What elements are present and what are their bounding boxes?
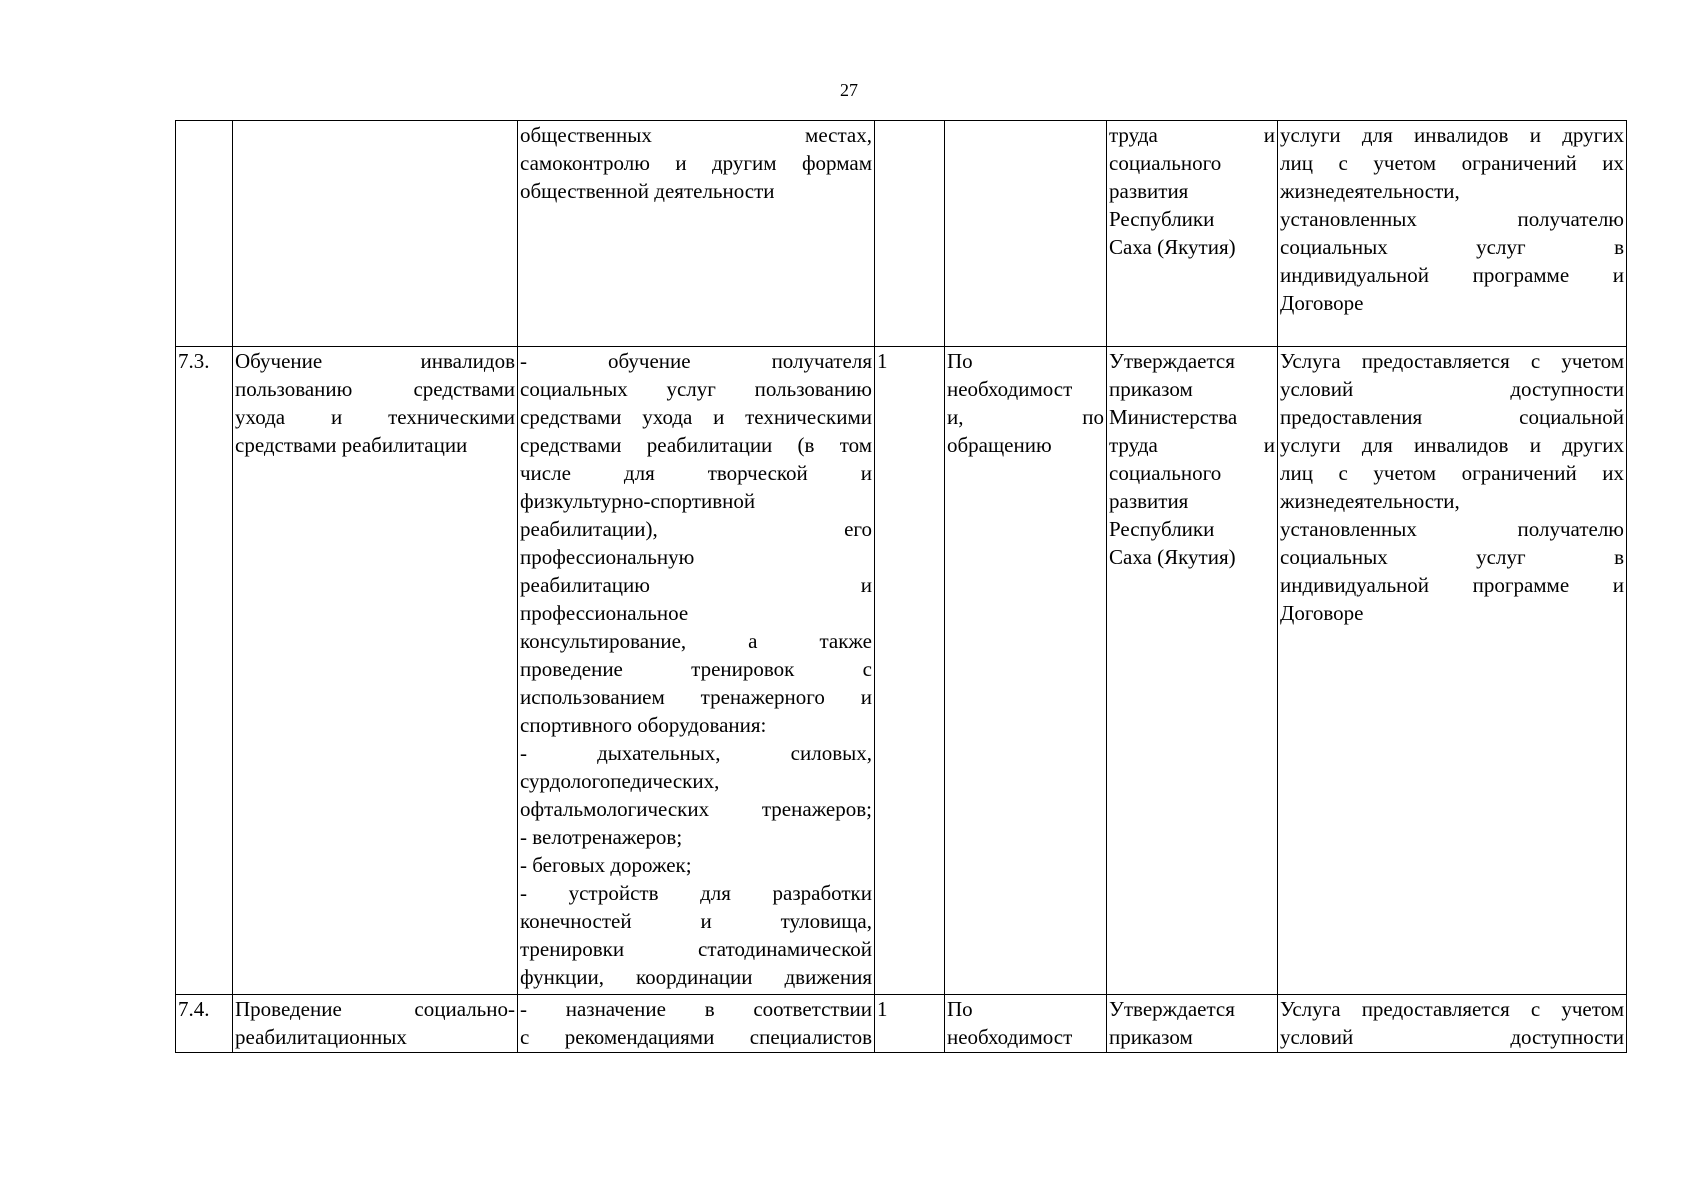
cell-volume: 1 bbox=[875, 347, 945, 995]
table-row bbox=[176, 121, 1627, 347]
cell-approval: Утверждается приказом bbox=[1107, 995, 1278, 1053]
cell-conditions: услуги для инвалидов и других лиц с учетом ограничений их жизнедеятельности, установленных получателю социальных услуг в индивидуальной программе и Договоре bbox=[1278, 121, 1627, 347]
cell-num: 7.3. bbox=[176, 347, 233, 995]
page-number: 27 bbox=[840, 80, 858, 100]
cell-description: - обучение получателя социальных услуг пользованию средствами ухода и техническими средствами реабилитации (в том числе для творческой и физкультурно-спортивной реабилитации), его профессиональную реабилитацию и профессиональное консультирование, а также проведение тренировок с использованием тренажерного и спортивного оборудования: - дыхательных, силовых, сурдологопедических, офтальмологических тренажеров; - велотренажеров; - беговых дорожек; - устройств для разработки конечностей и туловища, тренировки статодинамической функции, координации движения bbox=[518, 347, 875, 995]
cell-description: - назначение в соответствии с рекомендациями специалистов bbox=[518, 995, 875, 1053]
cell-num bbox=[176, 121, 233, 347]
table-row bbox=[176, 995, 1627, 1053]
cell-name: Проведение социально- реабилитационных bbox=[233, 995, 518, 1053]
cell-term bbox=[945, 121, 1107, 347]
cell-num: 7.4. bbox=[176, 995, 233, 1053]
cell-conditions: Услуга предоставляется с учетом условий доступности предоставления социальной услуги для инвалидов и других лиц с учетом ограничений их жизнедеятельности, установленных получателю социальных услуг в индивидуальной программе и Договоре bbox=[1278, 347, 1627, 995]
cell-approval: Утверждается приказом Министерства труда и социального развития Республики Саха (Якутия) bbox=[1107, 347, 1278, 995]
services-table bbox=[175, 120, 1627, 1053]
cell-conditions: Услуга предоставляется с учетом условий доступности bbox=[1278, 995, 1627, 1053]
cell-volume bbox=[875, 121, 945, 347]
cell-name: Обучение инвалидов пользованию средствами ухода и техническими средствами реабилитации bbox=[233, 347, 518, 995]
cell-description: общественных местах, самоконтролю и другим формам общественной деятельности bbox=[518, 121, 875, 347]
cell-volume: 1 bbox=[875, 995, 945, 1053]
cell-term: По необходимост и, по обращению bbox=[945, 347, 1107, 995]
cell-approval: труда и социального развития Республики Саха (Якутия) bbox=[1107, 121, 1278, 347]
cell-term: По необходимост bbox=[945, 995, 1107, 1053]
table-row bbox=[176, 347, 1627, 995]
cell-name bbox=[233, 121, 518, 347]
